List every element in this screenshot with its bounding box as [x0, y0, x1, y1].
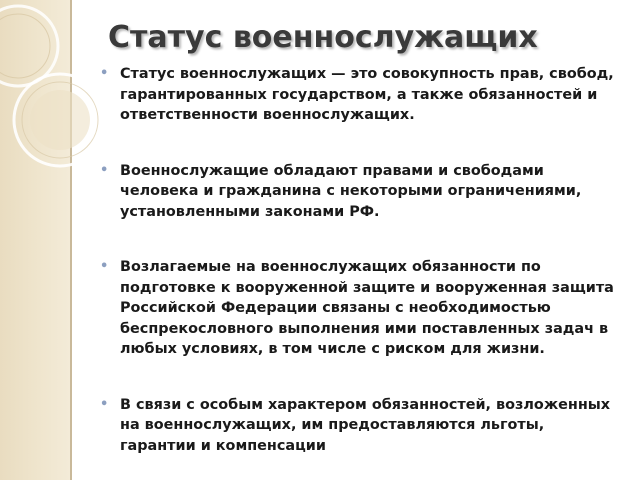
bullet-text: Статус военнослужащих — это совокупность прав, свобод, гарантированных государством, а также обязанностей и ответственности военнослужащих. [120, 66, 614, 123]
list-item [100, 257, 620, 360]
bullet-dot-icon: • [100, 162, 109, 178]
bullet-text: В связи с особым характером обязанностей, возложенных на военнослужащих, им предоставляются льготы, гарантии и компенсации [120, 396, 611, 454]
list-item [100, 161, 620, 223]
bullet-text: Возлагаемые на военнослужащих обязанности по подготовке к вооруженной защите и вооруженная защита Российской Федерации связаны с необходимостью беспрекословного выполнения ими поставленных задач в любых условиях, в том числе с риском для жизни. [120, 259, 614, 357]
list-item [100, 395, 620, 457]
bullet-list [100, 64, 620, 456]
list-item [100, 64, 620, 126]
slide-title: Статус военнослужащих [108, 20, 538, 55]
bullet-text: Военнослужащие обладают правами и свободами человека и гражданина с некоторыми ограничениями, установленными законами РФ. [120, 162, 582, 220]
bullet-dot-icon: • [100, 66, 109, 81]
bullet-dot-icon: • [100, 396, 109, 412]
bullet-dot-icon: • [100, 259, 109, 274]
